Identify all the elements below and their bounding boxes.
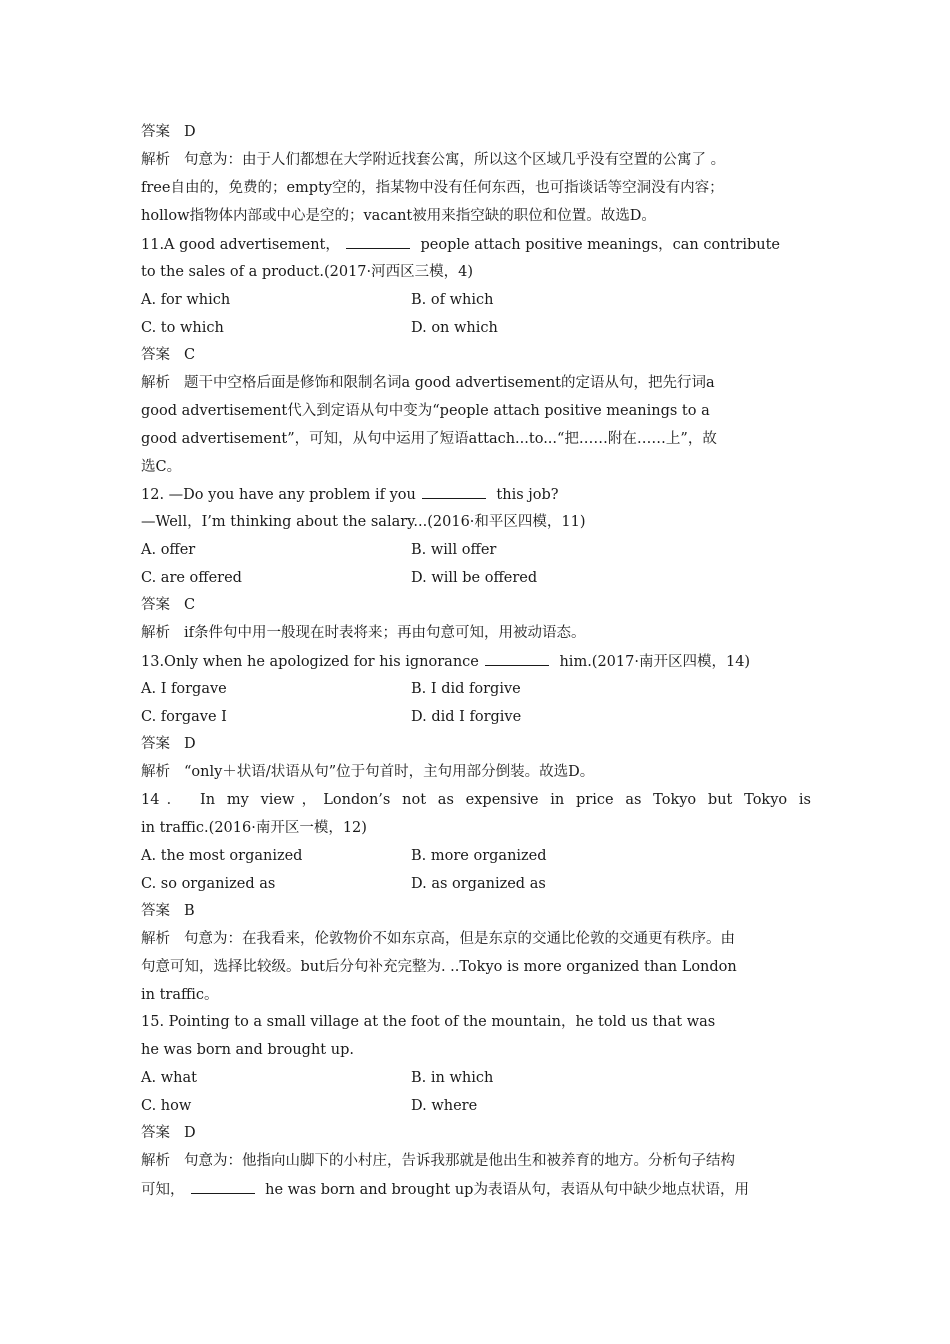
q14-stem-line-2: in traffic.(2016·南开区一模，12): [141, 820, 367, 836]
q15-stem-line-1: 15. Pointing to a small village at the foot of the mountain，he told us that was: [141, 1014, 716, 1030]
q15-option-a: A. what: [141, 1070, 197, 1086]
q12-option-b: B. will offer: [411, 542, 497, 558]
answer-blank: [346, 234, 410, 249]
q15-option-c: C. how: [141, 1098, 192, 1114]
q15-analysis-line-1: 解析 句意为：他指向山脚下的小村庄，告诉我那就是他出生和被养育的地方。分析句子结构: [141, 1153, 735, 1169]
q12-answer: 答案 C: [141, 597, 196, 613]
q14-analysis-line-1: 解析 句意为：在我看来，伦敦物价不如东京高，但是东京的交通比伦敦的交通更有秩序。由: [141, 931, 735, 947]
q15-option-d: D. where: [411, 1098, 478, 1114]
q13-analysis-line-1: 解析 “only＋状语/状语从句”位于句首时，主句用部分倒装。故选D。: [141, 764, 595, 780]
answer-blank: [191, 1179, 255, 1194]
q13-option-b: B. I did forgive: [411, 681, 521, 697]
q12-option-d: D. will be offered: [411, 570, 538, 586]
q11-option-b: B. of which: [411, 292, 494, 308]
q11-analysis-line-4: 选C。: [141, 459, 182, 475]
q12-stem-line-2: —Well，I’m thinking about the salary...(2016·和平区四模，11): [141, 514, 586, 530]
q15-stem-line-2: he was born and brought up.: [141, 1042, 354, 1058]
q14-analysis-line-2: 句意可知，选择比较级。but后分句补充完整为. ..Tokyo is more organized than London: [141, 959, 737, 975]
q15-analysis-line-2: 可知， he was born and brought up为表语从句，表语从句中缺少地点状语，用: [141, 1179, 749, 1200]
q14-option-a: A. the most organized: [141, 848, 303, 864]
q12-analysis-line-1: 解析 if条件句中用一般现在时表将来；再由句意可知，用被动语态。: [141, 625, 586, 641]
q10-analysis-line-3: hollow指物体内部或中心是空的；vacant被用来指空缺的职位和位置。故选D。: [141, 208, 656, 224]
q10-analysis-line-1: 解析 句意为：由于人们都想在大学附近找套公寓，所以这个区域几乎没有空置的公寓了 。: [141, 152, 726, 168]
answer-blank: [485, 651, 549, 666]
q13-option-c: C. forgave I: [141, 709, 227, 725]
q14-analysis-line-3: in traffic。: [141, 987, 219, 1003]
q10-analysis-line-2: free自由的，免费的；empty空的，指某物中没有任何东西，也可指谈话等空洞没有内容；: [141, 180, 724, 196]
q13-option-a: A. I forgave: [141, 681, 227, 697]
q14-option-c: C. so organized as: [141, 876, 276, 892]
q14-answer: 答案 B: [141, 903, 195, 919]
q11-option-a: A. for which: [141, 292, 231, 308]
q11-stem-line-1: 11.A good advertisement， people attach positive meanings，can contribute: [141, 234, 780, 255]
q11-analysis-line-3: good advertisement”，可知，从句中运用了短语attach...to...“把……附在……上”，故: [141, 431, 717, 447]
q13-option-d: D. did I forgive: [411, 709, 522, 725]
q11-option-d: D. on which: [411, 320, 498, 336]
q11-option-c: C. to which: [141, 320, 224, 336]
q15-option-b: B. in which: [411, 1070, 494, 1086]
q12-stem-line-1: 12. —Do you have any problem if you this job?: [141, 484, 559, 505]
q11-analysis-line-1: 解析 题干中空格后面是修饰和限制名词a good advertisement的定语从句，把先行词a: [141, 375, 715, 391]
q14-stem-line-1: 14． In my view，London’s not as expensive in price as Tokyo but Tokyo is: [141, 792, 811, 808]
q14-option-b: B. more organized: [411, 848, 547, 864]
q13-stem-line-1: 13.Only when he apologized for his ignorance him.(2017·南开区四模，14): [141, 651, 750, 672]
q12-option-c: C. are offered: [141, 570, 242, 586]
q15-answer: 答案 D: [141, 1125, 196, 1141]
q11-stem-line-2: to the sales of a product.(2017·河西区三模，4): [141, 264, 474, 280]
q14-option-d: D. as organized as: [411, 876, 546, 892]
q11-answer: 答案 C: [141, 347, 196, 363]
q11-analysis-line-2: good advertisement代入到定语从句中变为“people attach positive meanings to a: [141, 403, 710, 419]
q12-option-a: A. offer: [141, 542, 196, 558]
q10-answer: 答案 D: [141, 124, 196, 140]
q13-answer: 答案 D: [141, 736, 196, 752]
answer-blank: [422, 484, 486, 499]
